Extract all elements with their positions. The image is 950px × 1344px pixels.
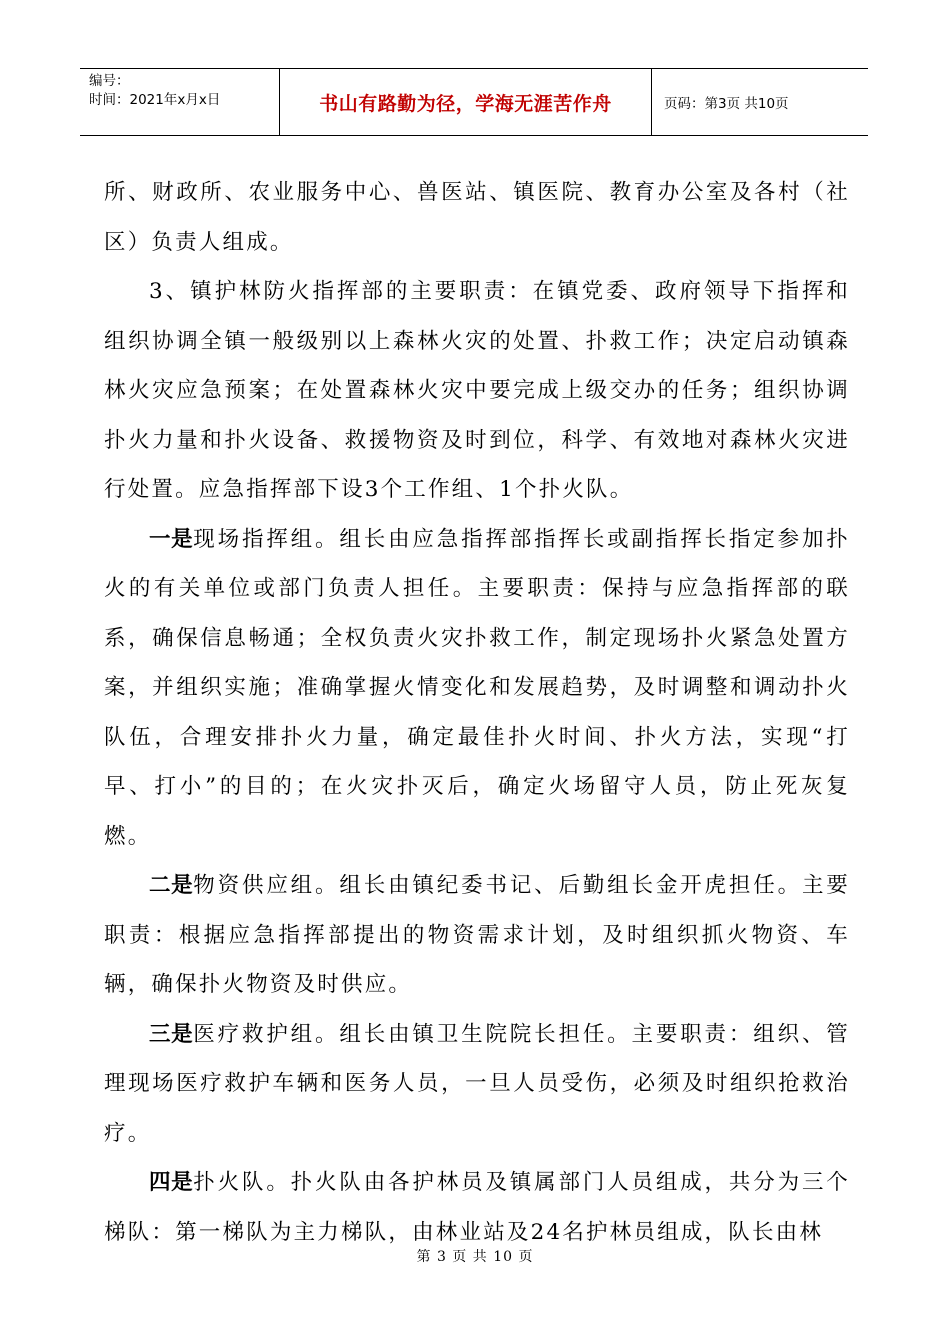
time-label: 时间：2021年x月x日 [89, 92, 221, 108]
header-motto: 书山有路勤为径，学海无涯苦作舟 [280, 69, 652, 135]
paragraph-3-text: 现场指挥组。组长由应急指挥部指挥长或副指挥长指定参加扑火的有关单位或部门负责人担任。主要职责：保持与应急指挥部的联系，确保信息畅通；全权负责火灾扑救工作，制定现场扑火紧急处置方案，并组织实施；准确掌握火情变化和发展趋势，及时调整和调动扑火队伍，合理安排扑火力量，确定最佳扑火时间、扑火方法，实现“打早、打小”的目的；在火灾扑灭后，确定火场留守人员，防止死灰复燃。 [104, 526, 850, 849]
paragraph-2: 3、镇护林防火指挥部的主要职责：在镇党委、政府领导下指挥和组织协调全镇一般级别以上森林火灾的处置、扑救工作；决定启动镇森林火灾应急预案；在处置森林火灾中要完成上级交办的任务；组织协调扑火力量和扑火设备、救援物资及时到位，科学、有效地对森林火灾进行处置。应急指挥部下设3个工作组、1个扑火队。 [104, 279, 850, 502]
page-footer: 第 3 页 共 10 页 [416, 1249, 534, 1265]
header-meta-cell [80, 69, 280, 135]
paragraph-4-lead: 二是 [149, 873, 194, 898]
paragraph-3 [104, 515, 850, 862]
paragraph-5-text: 医疗救护组。组长由镇卫生院院长担任。主要职责：组织、管理现场医疗救护车辆和医务人员，一旦人员受伤，必须及时组织抢救治疗。 [104, 1021, 850, 1146]
paragraph-1: 所、财政所、农业服务中心、兽医站、镇医院、教育办公室及各村（社区）负责人组成。 [104, 180, 850, 255]
paragraph-5-lead: 三是 [149, 1021, 194, 1047]
document-body [104, 168, 850, 1257]
paragraph-6-lead: 四是 [149, 1170, 194, 1195]
paragraph-6 [104, 1158, 850, 1257]
paragraph-6-text: 扑火队。扑火队由各护林员及镇属部门人员组成，共分为三个梯队：第一梯队为主力梯队，由林业站及24名护林员组成，队长由林 [104, 1170, 850, 1245]
paragraph-5 [104, 1010, 850, 1159]
paragraph-4-text: 物资供应组。组长由镇纪委书记、后勤组长金开虎担任。主要职责：根据应急指挥部提出的物资需求计划，及时组织抓火物资、车辆，确保扑火物资及时供应。 [104, 873, 850, 997]
paragraph-4 [104, 861, 850, 1010]
number-label: 编号： [89, 73, 130, 89]
header-table [80, 68, 868, 136]
paragraph-3-lead: 一是 [149, 526, 194, 552]
header-page-info: 页码：第3页 共10页 [664, 96, 789, 112]
